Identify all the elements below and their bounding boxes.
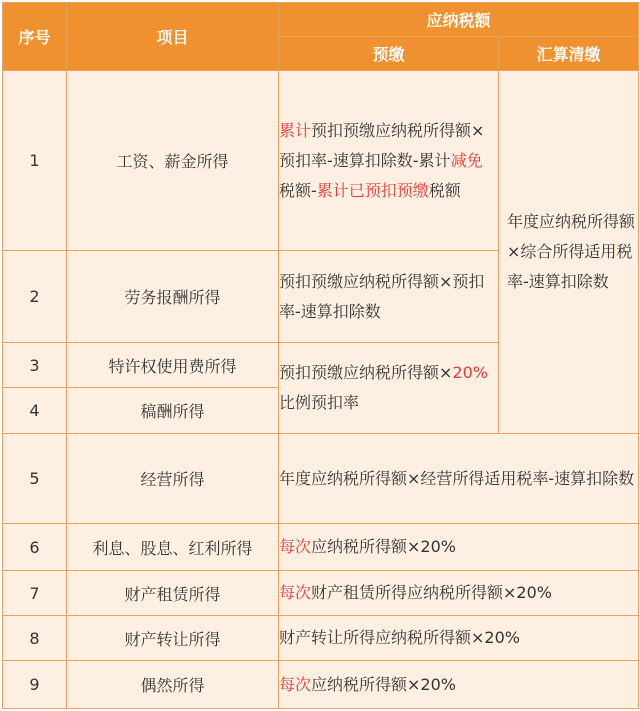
row-8-index: 8 (3, 616, 67, 661)
row-8-formula: 财产转让所得应纳税所得额×20% (279, 616, 639, 661)
row-2-prepay-formula (279, 251, 499, 343)
header-index: 序号 (3, 3, 67, 71)
formula-text: 预扣预缴应纳税所得额×预扣率-速算扣除数 (279, 271, 485, 321)
formula-text: 税额 (428, 180, 461, 200)
row-3-index: 3 (3, 343, 67, 388)
header-prepay: 预缴 (279, 37, 499, 71)
formula-text: 税额- (279, 180, 317, 200)
row-1-item: 工资、薪金所得 (67, 71, 279, 251)
highlight-text: 累计 (279, 120, 312, 140)
header-settle: 汇算清缴 (499, 37, 639, 71)
row-7-item: 财产租赁所得 (67, 571, 279, 616)
formula-text: 比例预扣率 (279, 393, 360, 412)
row-4-item: 稿酬所得 (67, 388, 279, 434)
row-4-index: 4 (3, 388, 67, 434)
row-9-index: 9 (3, 661, 67, 709)
row-9-formula (279, 661, 639, 709)
row-6-index: 6 (3, 524, 67, 571)
highlight-text: 累计已预扣预缴 (316, 180, 429, 200)
row-9-item: 偶然所得 (67, 661, 279, 709)
formula-text: 预扣预缴应纳税所得额× (279, 363, 453, 382)
highlight-text: 20% (452, 363, 488, 382)
formula-text: 应纳税所得额×20% (311, 537, 456, 556)
header-payable: 应纳税额 (279, 3, 639, 37)
formula-text: 财产租赁所得应纳税所得额×20% (311, 583, 552, 602)
formula-text: 应纳税所得额×20% (311, 674, 456, 694)
row-2-index: 2 (3, 251, 67, 343)
highlight-text: 每次 (279, 583, 312, 602)
settle-formula: 年度应纳税所得额×综合所得适用税率-速算扣除数 (499, 71, 639, 434)
row-8-item: 财产转让所得 (67, 616, 279, 661)
row-3-4-prepay-formula (279, 343, 499, 434)
formula-text: 预扣预缴应纳税所得额×预扣率-速算扣除数-累计 (279, 120, 485, 170)
row-3-item: 特许权使用费所得 (67, 343, 279, 388)
tax-table (2, 2, 639, 709)
highlight-text: 每次 (279, 674, 312, 694)
row-2-item: 劳务报酬所得 (67, 251, 279, 343)
row-5-formula: 年度应纳税所得额×经营所得适用税率-速算扣除数 (279, 434, 639, 524)
row-7-formula (279, 571, 639, 616)
row-5-index: 5 (3, 434, 67, 524)
row-1-index: 1 (3, 71, 67, 251)
highlight-text: 减免 (450, 150, 483, 170)
row-6-item: 利息、股息、红利所得 (67, 524, 279, 571)
row-5-item: 经营所得 (67, 434, 279, 524)
row-7-index: 7 (3, 571, 67, 616)
header-item: 项目 (67, 3, 279, 71)
row-6-formula (279, 524, 639, 571)
row-1-prepay-formula (279, 71, 499, 251)
highlight-text: 每次 (279, 537, 312, 556)
